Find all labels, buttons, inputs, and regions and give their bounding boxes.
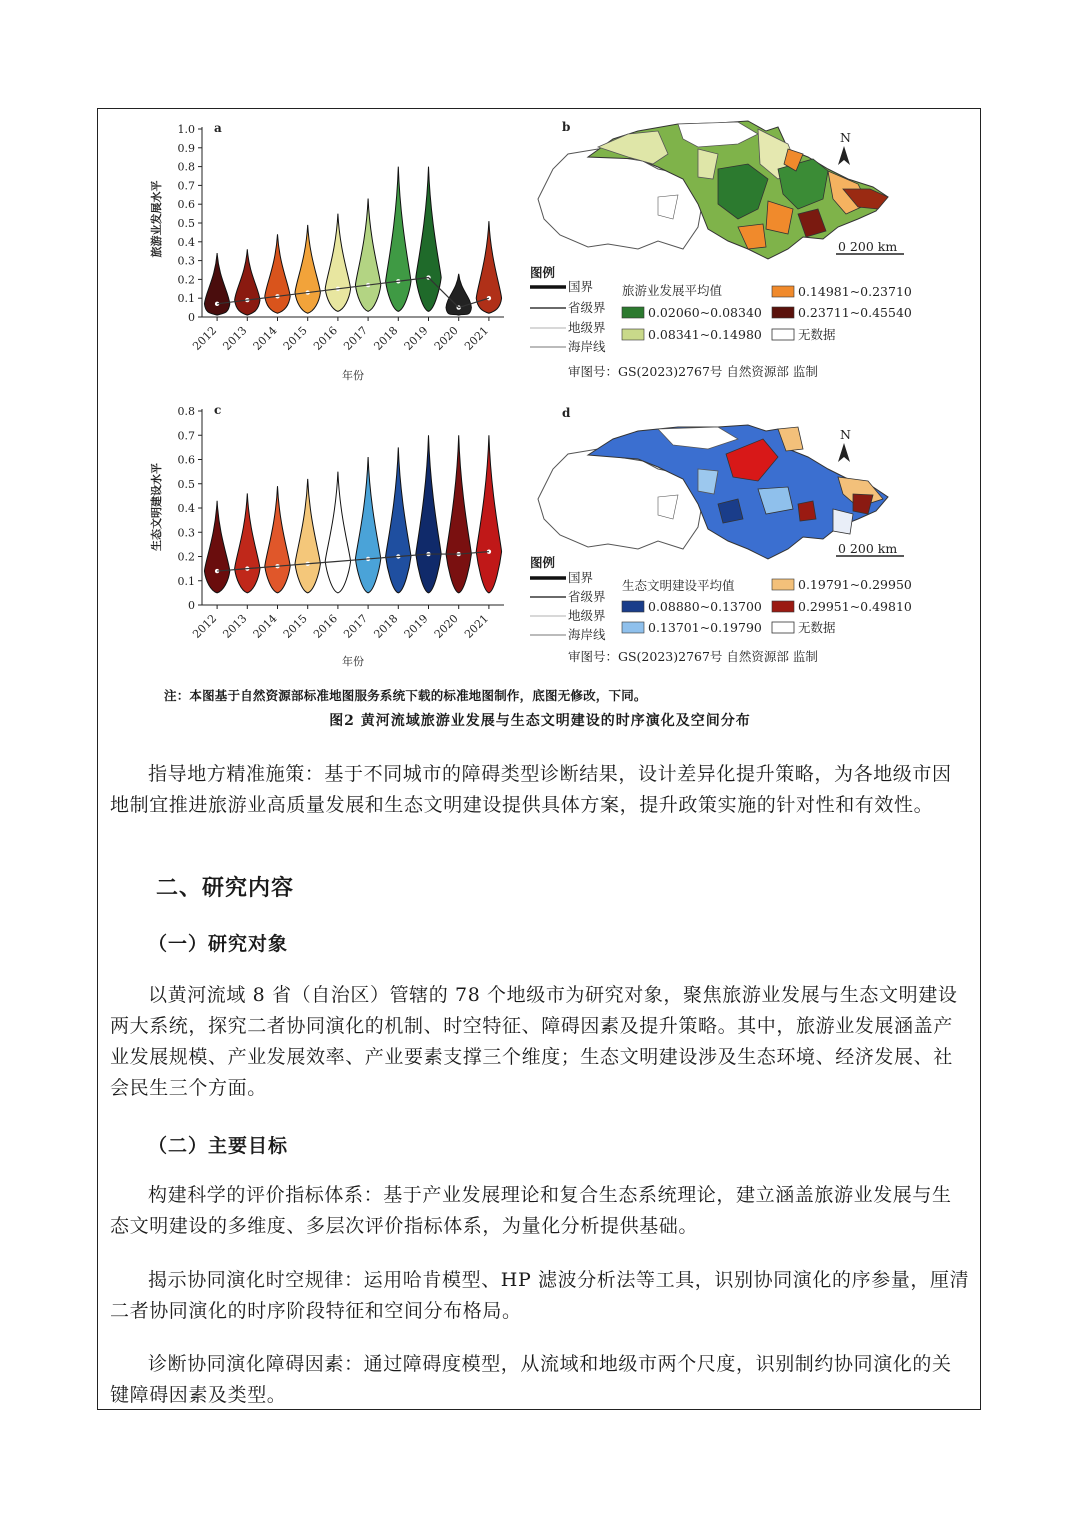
x-tick-label: 2021 (462, 611, 492, 641)
x-tick-label: 2021 (462, 323, 492, 353)
panel-b-value-title: 旅游业发展平均值 (622, 283, 723, 298)
violin-2019 (416, 435, 441, 593)
x-tick-label: 2012 (190, 611, 220, 641)
svg-text:海岸线: 海岸线 (568, 339, 606, 354)
panel-a-ylabel: 旅游业发展水平 (150, 180, 163, 258)
para-1: 以黄河流域 8 省（自治区）管辖的 78 个地级市为研究对象，聚焦旅游业发展与生态文明建设两大系统，探究二者协同演化的机制、时空特征、障碍因素及提升策略。其中，旅游业发展涵盖产业发展规模、产业发展效率、产业要素支撑三个维度；生态文明建设涉及生态环境、经济发展、社会民生三个方面。 (110, 984, 958, 1099)
figure-2 (98, 109, 982, 759)
violin-2016 (325, 214, 350, 312)
para-4: 诊断协同演化障碍因素：通过障碍度模型，从流域和地级市两个尺度，识别制约协同演化的关键障碍因素及类型。 (110, 1353, 952, 1406)
y-tick-label: 0 (188, 311, 195, 324)
panel-b-letter: b (562, 120, 571, 134)
x-tick-label: 2014 (250, 323, 280, 353)
y-tick-label: 0.8 (177, 160, 195, 174)
y-tick-label: 0.5 (177, 217, 195, 230)
panel-d (530, 406, 912, 664)
panel-c-y-ticks (178, 405, 203, 612)
section-heading: 二、研究内容 (156, 875, 295, 901)
svg-text:0.02060~0.08340: 0.02060~0.08340 (648, 305, 762, 320)
panel-b-north-arrow (838, 130, 851, 165)
y-tick-label: 0.9 (177, 141, 195, 155)
para-4-block (110, 1349, 970, 1411)
figure-caption: 图2 黄河流域旅游业发展与生态文明建设的时序演化及空间分布 (329, 713, 751, 729)
violin-2012 (204, 501, 229, 593)
para-2: 构建科学的评价指标体系：基于产业发展理论和复合生态系统理论，建立涵盖旅游业发展与生态文明建设的多维度、多层次评价指标体系，为量化分析提供基础。 (110, 1184, 952, 1237)
para-1-block (110, 980, 970, 1104)
panel-b-legend-title: 图例 (530, 265, 556, 280)
svg-text:N: N (840, 130, 851, 145)
y-tick-label: 0.1 (177, 292, 195, 306)
x-tick-label: 2012 (190, 323, 220, 353)
svg-text:无数据: 无数据 (798, 327, 836, 342)
panel-b-approval: 审图号：GS(2023)2767号 自然资源部 监制 (568, 364, 818, 379)
y-tick-label: 0.7 (177, 429, 195, 443)
svg-text:国界: 国界 (568, 279, 594, 294)
para-2-block (110, 1180, 970, 1242)
x-tick-label: 2018 (371, 611, 401, 641)
x-tick-label: 2020 (431, 611, 461, 641)
panel-a-letter: a (214, 121, 222, 135)
violin-2020 (446, 435, 471, 593)
x-tick-label: 2018 (371, 323, 401, 353)
x-tick-label: 2015 (280, 323, 310, 353)
panel-a (149, 121, 504, 382)
panel-b-map (538, 121, 888, 259)
svg-text:省级界: 省级界 (568, 589, 606, 604)
y-tick-label: 0.8 (177, 405, 195, 418)
violin-2017 (355, 199, 380, 312)
panel-a-violins (204, 167, 501, 316)
violin-2014 (265, 486, 290, 593)
para-intro: 指导地方精准施策：基于不同城市的障碍类型诊断结果，设计差异化提升策略，为各地级市因地制宜推进旅游业高质量发展和生态文明建设提供具体方案，提升政策实施的针对性和有效性。 (110, 763, 952, 816)
panel-c-ylabel: 生态文明建设水平 (150, 463, 163, 551)
panel-d-legend-title: 图例 (530, 555, 556, 570)
violin-2018 (386, 447, 411, 593)
panel-d-approval: 审图号：GS(2023)2767号 自然资源部 监制 (568, 649, 818, 664)
svg-text:0 200 km: 0 200 km (838, 239, 898, 254)
svg-text:N: N (840, 427, 851, 442)
x-tick-label: 2015 (280, 611, 310, 641)
x-tick-label: 2017 (341, 611, 371, 641)
violin-2013 (235, 249, 260, 315)
panel-a-xlabel: 年份 (342, 369, 364, 382)
y-tick-label: 1.0 (177, 123, 195, 136)
y-tick-label: 0.5 (177, 477, 195, 491)
svg-text:0.08341~0.14980: 0.08341~0.14980 (648, 327, 762, 342)
svg-text:0.08880~0.13700: 0.08880~0.13700 (648, 599, 762, 614)
panel-d-north-arrow (838, 427, 851, 462)
content-frame (97, 108, 981, 1410)
y-tick-label: 0.6 (177, 198, 195, 212)
svg-text:0.29951~0.49810: 0.29951~0.49810 (798, 599, 912, 614)
x-tick-label: 2020 (431, 323, 461, 353)
svg-text:0.14981~0.23710: 0.14981~0.23710 (798, 284, 912, 299)
svg-text:国界: 国界 (568, 570, 594, 585)
panel-d-map (538, 425, 888, 559)
panel-c-violins (204, 435, 501, 593)
svg-text:0.13701~0.19790: 0.13701~0.19790 (648, 620, 762, 635)
x-tick-label: 2019 (401, 611, 431, 641)
svg-text:地级界: 地级界 (568, 320, 606, 335)
y-tick-label: 0.2 (177, 550, 195, 564)
subsection-heading-2: （二）主要目标 (148, 1135, 289, 1157)
svg-text:省级界: 省级界 (568, 300, 606, 315)
y-tick-label: 0.2 (177, 273, 195, 287)
violin-2013 (235, 493, 260, 592)
violin-2015 (295, 479, 320, 593)
y-tick-label: 0.4 (177, 235, 195, 249)
y-tick-label: 0.3 (177, 526, 195, 540)
figure-svg (98, 109, 982, 709)
y-tick-label: 0.6 (177, 453, 195, 467)
para-3-block (110, 1265, 970, 1327)
subsection-heading-1: （一）研究对象 (148, 933, 289, 955)
x-tick-label: 2019 (401, 323, 431, 353)
svg-text:地级界: 地级界 (568, 608, 606, 623)
panel-b-scale (836, 239, 904, 254)
svg-text:0.23711~0.45540: 0.23711~0.45540 (798, 305, 912, 320)
violin-2019 (416, 167, 441, 312)
panel-c-xlabel: 年份 (342, 655, 364, 668)
panel-d-scale (836, 541, 904, 556)
x-tick-label: 2013 (220, 323, 250, 353)
panel-c-letter: c (214, 403, 222, 417)
panel-b (530, 120, 912, 379)
y-tick-label: 0.4 (177, 502, 195, 515)
y-tick-label: 0 (188, 599, 195, 612)
violin-2015 (295, 225, 320, 313)
panel-c (149, 403, 504, 668)
x-tick-label: 2017 (341, 323, 371, 353)
violin-2014 (265, 234, 290, 313)
panel-d-legend (530, 555, 912, 642)
panel-a-y-ticks (178, 123, 203, 324)
svg-text:0 200 km: 0 200 km (838, 541, 898, 556)
svg-text:0.19791~0.29950: 0.19791~0.29950 (798, 577, 912, 592)
violin-2017 (355, 457, 380, 593)
x-tick-label: 2016 (311, 611, 341, 641)
svg-text:海岸线: 海岸线 (568, 627, 606, 642)
figure-note: 注：本图基于自然资源部标准地图服务系统下载的标准地图制作，底图无修改，下同。 (164, 688, 647, 703)
svg-text:无数据: 无数据 (798, 620, 836, 635)
y-tick-label: 0.7 (177, 179, 195, 193)
violin-2021 (476, 435, 501, 593)
panel-d-value-title: 生态文明建设平均值 (622, 578, 735, 593)
para-3: 揭示协同演化时空规律：运用哈肯模型、HP 滤波分析法等工具，识别协同演化的序参量，厘清二者协同演化的时序阶段特征和空间分布格局。 (110, 1269, 970, 1322)
panel-c-x-ticks (190, 605, 491, 641)
x-tick-label: 2014 (250, 611, 280, 641)
y-tick-label: 0.3 (177, 254, 195, 268)
violin-2018 (386, 167, 411, 312)
panel-d-letter: d (562, 406, 571, 420)
para-intro-block (110, 759, 970, 821)
x-tick-label: 2013 (220, 611, 250, 641)
y-tick-label: 0.1 (177, 574, 195, 588)
violin-2016 (325, 472, 350, 593)
panel-a-x-ticks (190, 317, 491, 353)
panel-b-legend (530, 265, 912, 354)
x-tick-label: 2016 (311, 323, 341, 353)
